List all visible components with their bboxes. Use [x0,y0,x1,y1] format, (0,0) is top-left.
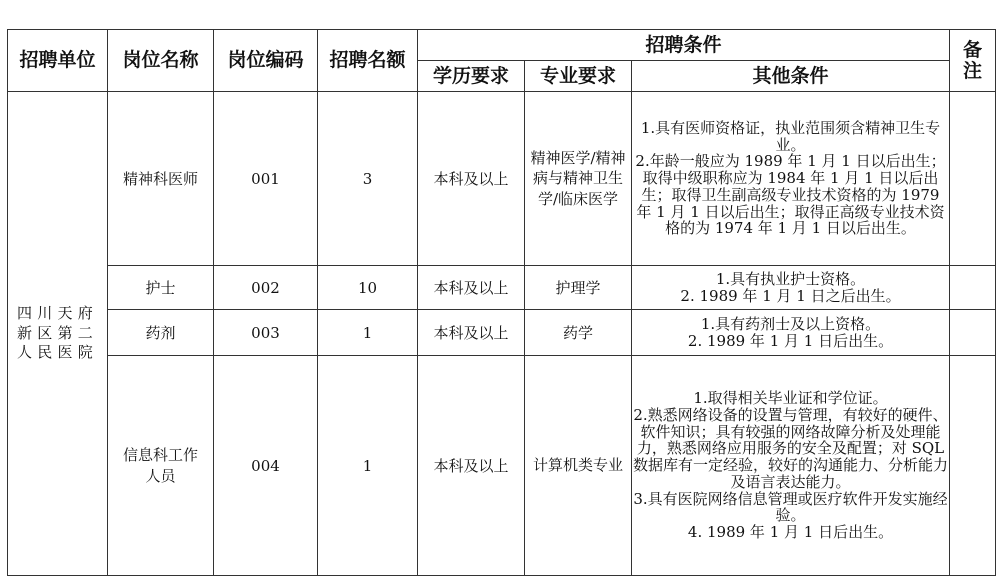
header-conditions: 招聘条件 [418,30,950,61]
education: 本科及以上 [418,266,525,310]
recruitment-table [7,29,996,576]
table-row [8,266,996,310]
major: 精神医学/精神病与精神卫生学/临床医学 [525,92,632,266]
education: 本科及以上 [418,92,525,266]
unit-name: 四川天府新区第二人民医院 [8,92,108,576]
position-code: 001 [214,92,318,266]
quota: 10 [318,266,418,310]
notes [950,92,996,266]
condition-item: 3.具有医院网络信息管理或医疗软件开发实施经验。 [633,489,948,525]
quota: 1 [318,310,418,356]
notes [950,356,996,576]
position-name: 护士 [108,266,214,310]
education: 本科及以上 [418,310,525,356]
condition-item: 2. 1989 年 1 月 1 日之后出生。 [680,286,901,305]
table-row [8,92,996,266]
quota: 3 [318,92,418,266]
header-major: 专业要求 [525,61,632,92]
notes [950,310,996,356]
condition-item: 4. 1989 年 1 月 1 日后出生。 [687,523,894,542]
condition-item: 1.取得相关毕业证和学位证。 [693,388,888,407]
header-position-code: 岗位编码 [214,30,318,92]
education: 本科及以上 [418,356,525,576]
other-conditions [632,310,950,356]
header-quota: 招聘名额 [318,30,418,92]
condition-item: 2. 1989 年 1 月 1 日后出生。 [687,331,894,350]
other-conditions [632,266,950,310]
major: 计算机类专业 [525,356,632,576]
condition-item: 2.熟悉网络设备的设置与管理，有较好的硬件、软件知识；具有较强的网络故障分析及处理能力，熟悉网络应用服务的安全及配置；对 SQL 数据库有一定经验，较好的沟通能力、分析能力及语言表达能力。 [632,405,948,491]
position-name: 信息科工作人员 [108,356,214,576]
other-conditions [632,92,950,266]
position-code: 002 [214,266,318,310]
position-name: 药剂 [108,310,214,356]
condition-item: 1.具有执业护士资格。 [715,269,866,288]
position-code: 003 [214,310,318,356]
major: 药学 [525,310,632,356]
header-unit: 招聘单位 [8,30,108,92]
header-other: 其他条件 [632,61,950,92]
condition-item: 1.具有医师资格证，执业范围须含精神卫生专业。 [640,118,941,154]
table-row [8,310,996,356]
condition-item: 1.具有药剂士及以上资格。 [700,314,881,333]
position-name: 精神科医师 [108,92,214,266]
header-notes: 备注 [950,30,996,92]
header-education: 学历要求 [418,61,525,92]
other-conditions [632,356,950,576]
header-position-name: 岗位名称 [108,30,214,92]
quota: 1 [318,356,418,576]
notes [950,266,996,310]
major: 护理学 [525,266,632,310]
condition-item: 2.年龄一般应为 1989 年 1 月 1 日以后出生；取得中级职称应为 1984 年 1 月 1 日以后出生；取得卫生副高级专业技术资格的为 1979 年 1 月 1 日以后出生；取得正高级专业技术资格的为 1974 年 1 月 1 日以后出生。 [635,152,946,238]
table-row [8,356,996,576]
position-code: 004 [214,356,318,576]
